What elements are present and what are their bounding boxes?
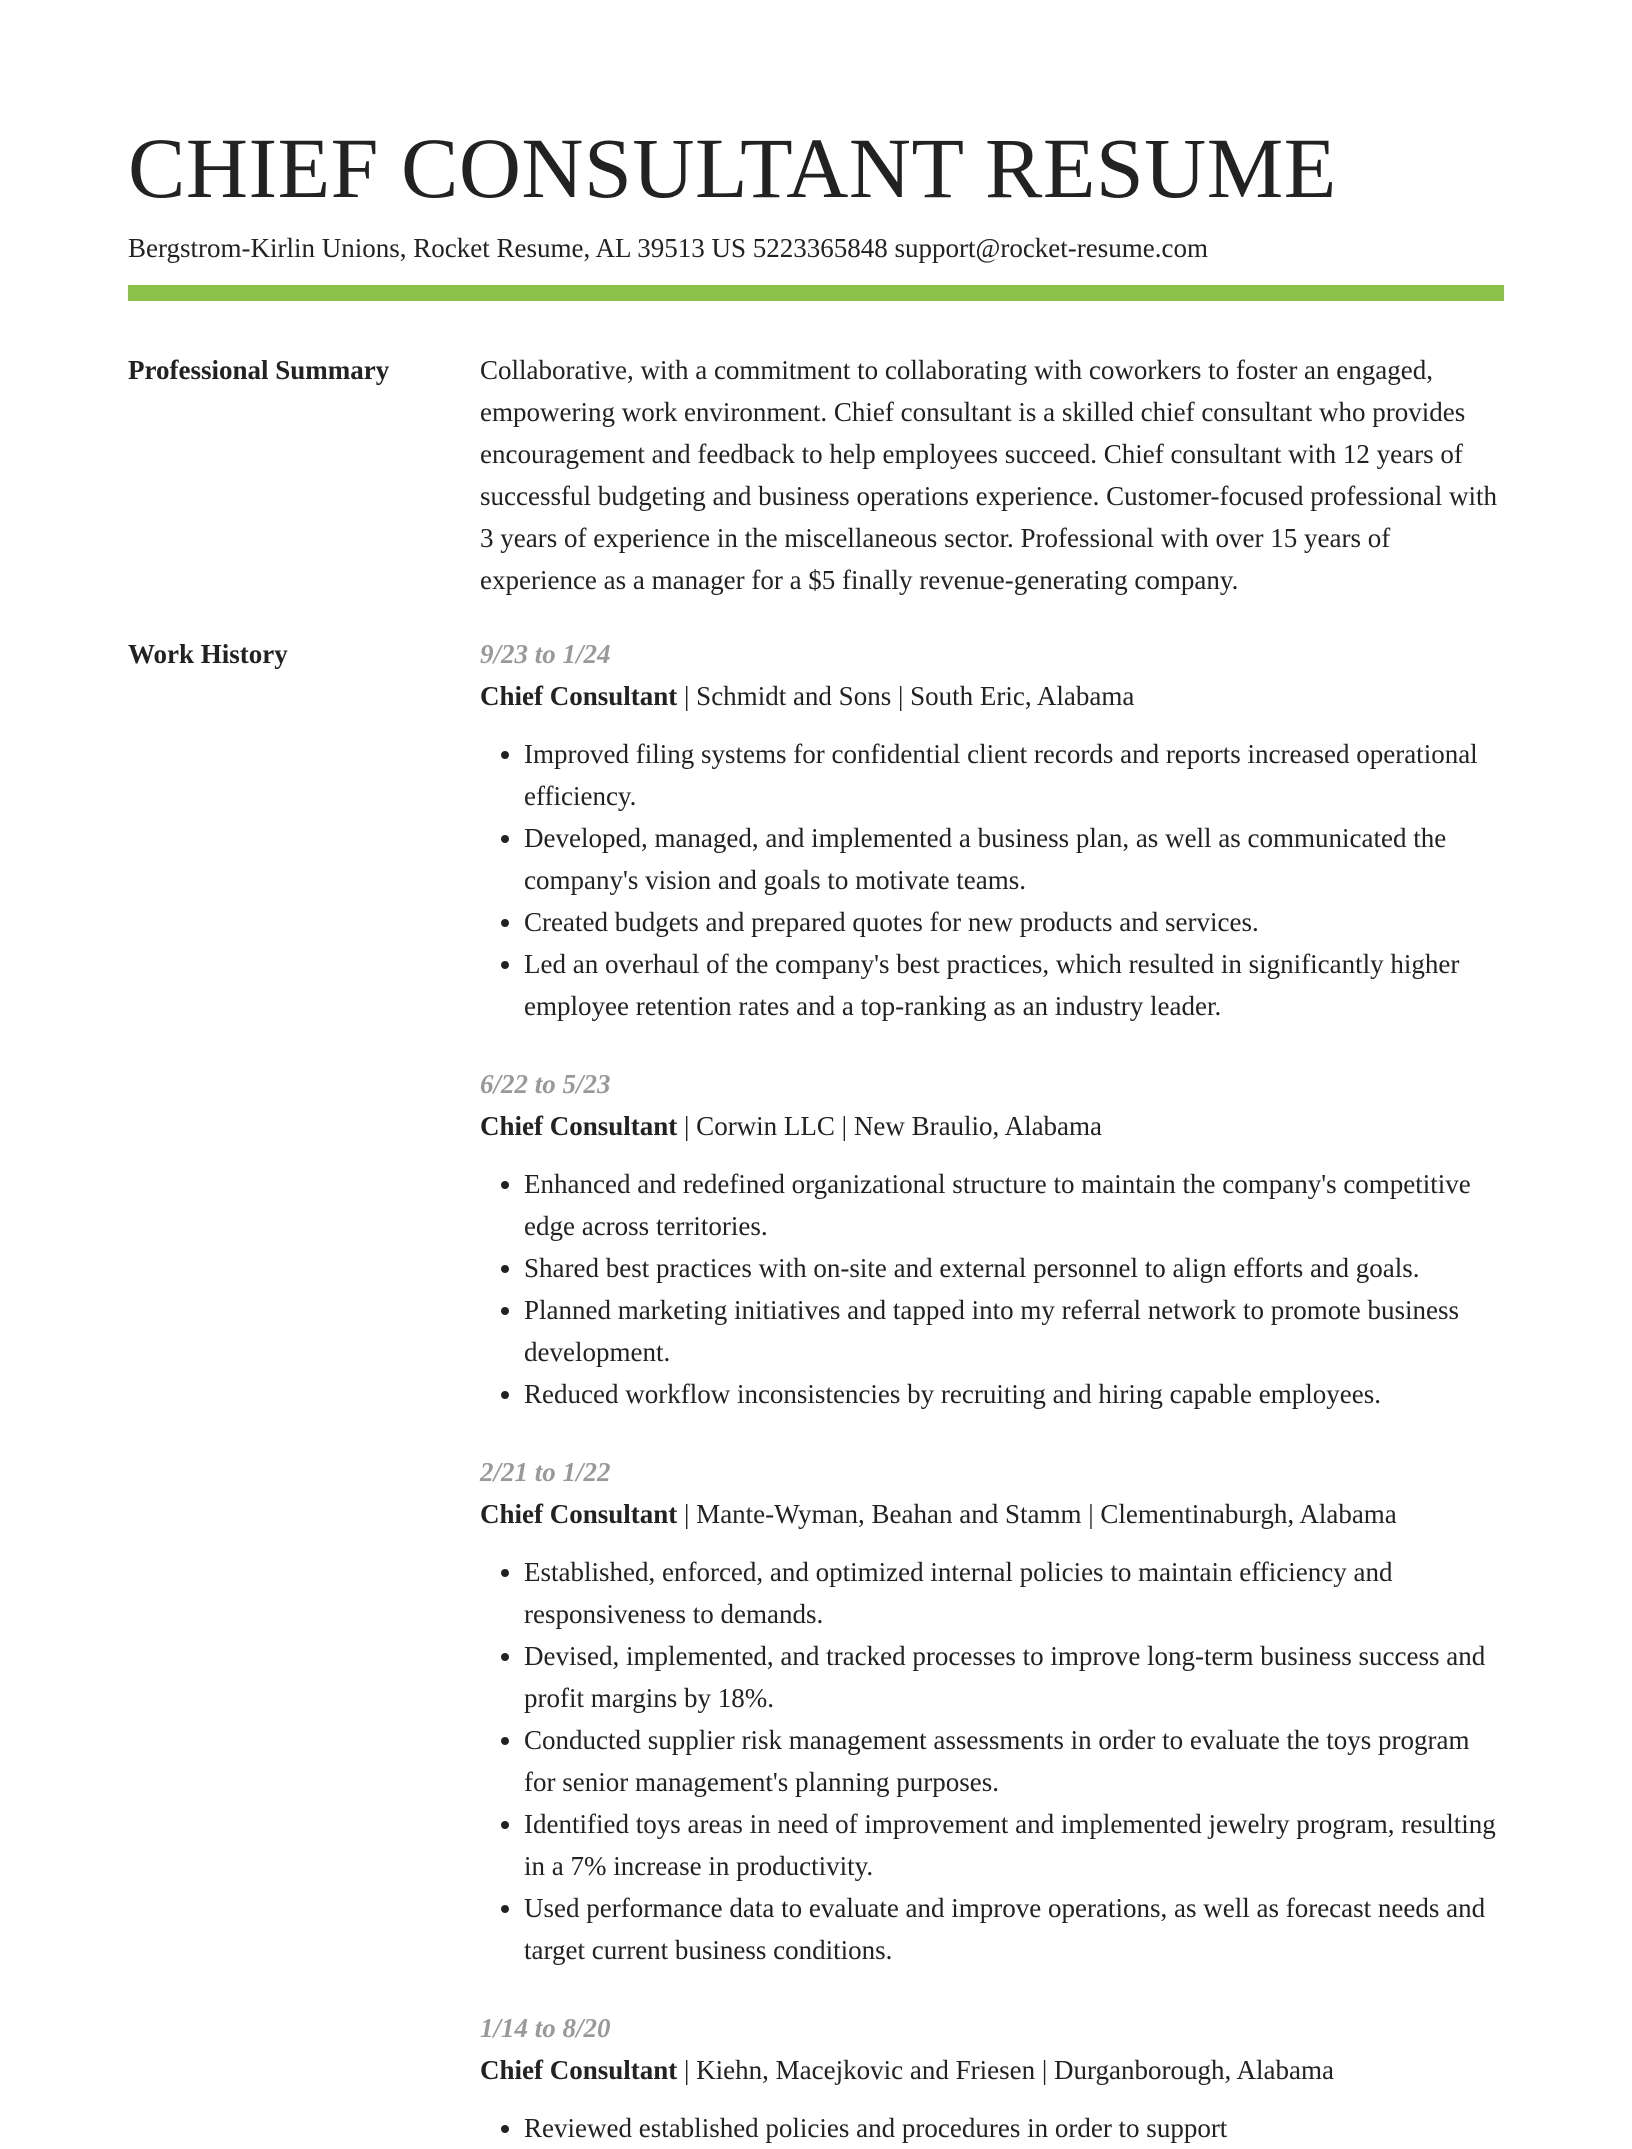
job-title: Chief Consultant	[480, 681, 678, 711]
job-employer-location: | Schmidt and Sons | South Eric, Alabama	[677, 681, 1135, 711]
job-bullet: • Identified toys areas in need of improvement and implemented jewelry program, resulting in a 7% increase in productivity.	[524, 1803, 1504, 1887]
accent-divider	[128, 285, 1504, 301]
work-history-label: Work History	[128, 639, 288, 669]
summary-label: Professional Summary	[128, 355, 390, 385]
job-bullet: • Planned marketing initiatives and tapped into my referral network to promote business development.	[524, 1289, 1504, 1373]
summary-text: Collaborative, with a commitment to collaborating with coworkers to foster an engaged, empowering work environment. Chief consultant is a skilled chief consultant who provides encouragement and feedback to help employees succeed. Chief consultant with 12 years of successful budgeting and business operations experience. Customer-focused professional with 3 years of experience in the miscellaneous sector. Professional with over 15 years of experience as a manager for a $5 finally revenue-generating company.	[480, 355, 1497, 595]
job-entry	[480, 633, 1504, 1027]
job-date: 6/22 to 5/23	[480, 1069, 611, 1099]
contact-line: Bergstrom-Kirlin Unions, Rocket Resume, AL 39513 US 5223365848 support@rocket-resume.com	[128, 233, 1208, 263]
job-bullet: • Conducted supplier risk management assessments in order to evaluate the toys program for senior management's planning purposes.	[524, 1719, 1504, 1803]
job-bullet: • Established, enforced, and optimized internal policies to maintain efficiency and responsiveness to demands.	[524, 1551, 1504, 1635]
job-bullet: • Devised, implemented, and tracked processes to improve long-term business success and profit margins by 18%.	[524, 1635, 1504, 1719]
job-entry	[480, 1063, 1504, 1415]
job-date: 1/14 to 8/20	[480, 2013, 611, 2043]
job-bullet: • Improved filing systems for confidential client records and reports increased operational efficiency.	[524, 733, 1504, 817]
job-employer-location: | Kiehn, Macejkovic and Friesen | Durganborough, Alabama	[677, 2055, 1334, 2085]
job-bullet: • Reduced workflow inconsistencies by recruiting and hiring capable employees.	[524, 1373, 1504, 1415]
job-bullet: • Created budgets and prepared quotes for new products and services.	[524, 901, 1504, 943]
job-bullet: • Reviewed established policies and procedures in order to support	[524, 2107, 1504, 2149]
job-heading	[480, 1493, 1504, 1535]
summary-section	[480, 349, 1504, 601]
job-bullet: • Used performance data to evaluate and improve operations, as well as forecast needs and target current business conditions.	[524, 1887, 1504, 1971]
job-employer-location: | Mante-Wyman, Beahan and Stamm | Clementinaburgh, Alabama	[677, 1499, 1397, 1529]
job-entry	[480, 2007, 1504, 2149]
job-date: 9/23 to 1/24	[480, 639, 611, 669]
job-date: 2/21 to 1/22	[480, 1457, 611, 1487]
job-heading	[480, 1105, 1504, 1147]
resume-title: CHIEF CONSULTANT RESUME	[128, 120, 1337, 216]
job-bullet: • Led an overhaul of the company's best practices, which resulted in significantly higher employee retention rates and a top-ranking as an industry leader.	[524, 943, 1504, 1027]
job-entry	[480, 1451, 1504, 1971]
job-title: Chief Consultant	[480, 1111, 678, 1141]
work-history-list	[480, 633, 1504, 2149]
job-title: Chief Consultant	[480, 2055, 678, 2085]
job-bullet: • Enhanced and redefined organizational structure to maintain the company's competitive edge across territories.	[524, 1163, 1504, 1247]
job-bullet: • Shared best practices with on-site and external personnel to align efforts and goals.	[524, 1247, 1504, 1289]
job-heading	[480, 2049, 1504, 2091]
job-heading	[480, 675, 1504, 717]
job-employer-location: | Corwin LLC | New Braulio, Alabama	[677, 1111, 1103, 1141]
job-bullet-list	[480, 1551, 1504, 1971]
job-bullet-list	[480, 2107, 1504, 2149]
job-bullet-list	[480, 1163, 1504, 1415]
job-bullet-list	[480, 733, 1504, 1027]
job-bullet: • Developed, managed, and implemented a business plan, as well as communicated the company's vision and goals to motivate teams.	[524, 817, 1504, 901]
job-title: Chief Consultant	[480, 1499, 678, 1529]
